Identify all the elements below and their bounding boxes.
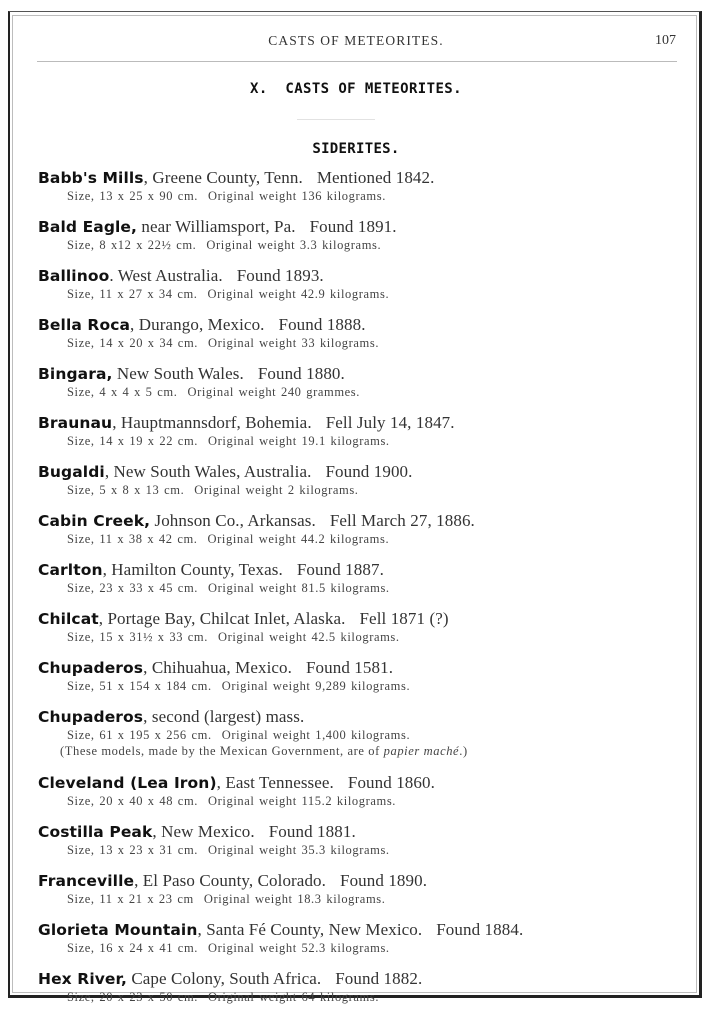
meteorite-weight: Original weight 81.5 kilograms. — [208, 581, 390, 595]
meteorite-size: Size, 11 x 38 x 42 cm. — [67, 532, 198, 546]
meteorite-weight: Original weight 240 grammes. — [187, 385, 360, 399]
meteorite-name: Chupaderos — [38, 659, 144, 677]
meteorite-list — [38, 168, 678, 1018]
entry-details — [38, 237, 678, 253]
entry-heading — [38, 413, 678, 433]
name-separator: , — [152, 822, 157, 841]
note-italic-term: papier maché — [383, 744, 460, 758]
meteorite-event: Fell March 27, 1886. — [329, 511, 475, 530]
entry-details — [38, 188, 678, 204]
name-separator: , — [143, 168, 148, 187]
entry-details — [38, 678, 678, 694]
meteorite-size: Size, 15 x 31½ x 33 cm. — [67, 630, 208, 644]
meteorite-size: Size, 5 x 8 x 13 cm. — [67, 483, 185, 497]
meteorite-entry — [38, 511, 678, 560]
meteorite-entry — [38, 266, 678, 315]
meteorite-locality: West Australia. — [113, 266, 223, 285]
meteorite-size: Size, 14 x 19 x 22 cm. — [67, 434, 198, 448]
entry-details — [38, 793, 678, 809]
meteorite-name: Franceville — [38, 872, 135, 890]
meteorite-locality: Hamilton County, Texas. — [106, 560, 283, 579]
meteorite-entry — [38, 168, 678, 217]
meteorite-entry — [38, 658, 678, 707]
meteorite-weight: Original weight 44.2 kilograms. — [207, 532, 390, 546]
meteorite-locality: Hauptmannsdorf, Bohemia. — [116, 413, 312, 432]
meteorite-event: Found 1890. — [340, 871, 428, 890]
note-text: (These models, made by the Mexican Government, are of — [60, 744, 384, 758]
meteorite-name: Braunau — [38, 414, 113, 432]
meteorite-event: Found 1882. — [335, 969, 423, 988]
entry-heading — [38, 560, 678, 580]
name-separator: , — [143, 707, 148, 726]
meteorite-event: Fell July 14, 1847. — [325, 413, 455, 432]
entry-heading — [38, 168, 678, 188]
meteorite-weight: Original weight 19.1 kilograms. — [208, 434, 390, 448]
meteorite-entry — [38, 315, 678, 364]
entry-details — [38, 989, 678, 1005]
name-separator: , — [197, 920, 202, 939]
entry-details — [38, 482, 678, 498]
entry-heading — [38, 364, 678, 384]
meteorite-entry — [38, 217, 678, 266]
meteorite-size: Size, 51 x 154 x 184 cm. — [67, 679, 212, 693]
page-number: 107 — [655, 33, 676, 48]
meteorite-locality: Cape Colony, South Africa. — [127, 969, 322, 988]
entry-heading — [38, 658, 678, 678]
entry-heading — [38, 773, 678, 793]
meteorite-event: Found 1881. — [268, 822, 356, 841]
meteorite-entry — [38, 920, 678, 969]
entry-details — [38, 580, 678, 596]
meteorite-event: Mentioned 1842. — [316, 168, 435, 187]
meteorite-weight: Original weight 42.5 kilograms. — [217, 630, 400, 644]
header-rule — [37, 61, 677, 62]
meteorite-locality: Chihuahua, Mexico. — [147, 658, 292, 677]
meteorite-weight: Original weight 18.3 kilograms. — [203, 892, 386, 906]
meteorite-size: Size, 11 x 27 x 34 cm. — [67, 287, 198, 301]
entry-heading — [38, 511, 678, 531]
meteorite-event: Found 1884. — [436, 920, 524, 939]
entry-details — [38, 286, 678, 302]
meteorite-locality: New Mexico. — [156, 822, 255, 841]
entry-details — [38, 384, 678, 400]
meteorite-event: Found 1880. — [257, 364, 345, 383]
entry-heading — [38, 609, 678, 629]
meteorite-entry — [38, 969, 678, 1018]
entry-details — [38, 842, 678, 858]
meteorite-name: Glorieta Mountain — [38, 921, 198, 939]
entry-heading — [38, 707, 678, 727]
meteorite-entry — [38, 707, 678, 773]
meteorite-name: Cabin Creek, — [38, 512, 151, 530]
name-separator: , — [102, 560, 107, 579]
meteorite-event: Found 1893. — [236, 266, 324, 285]
meteorite-weight: Original weight 35.3 kilograms. — [208, 843, 390, 857]
entry-note — [38, 743, 678, 759]
entry-heading — [38, 462, 678, 482]
name-separator: , — [216, 773, 221, 792]
meteorite-name: Chilcat — [38, 610, 99, 628]
meteorite-entry — [38, 822, 678, 871]
meteorite-size: Size, 61 x 195 x 256 cm. — [67, 728, 212, 742]
meteorite-locality: Johnson Co., Arkansas. — [150, 511, 316, 530]
meteorite-size: Size, 13 x 25 x 90 cm. — [67, 189, 198, 203]
subsection-title: SIDERITES. — [312, 141, 400, 157]
meteorite-weight: Original weight 52.3 kilograms. — [208, 941, 390, 955]
meteorite-name: Chupaderos — [38, 708, 144, 726]
meteorite-weight: Original weight 9,289 kilograms. — [221, 679, 411, 693]
meteorite-size: Size, 4 x 4 x 5 cm. — [67, 385, 178, 399]
entry-heading — [38, 822, 678, 842]
entry-details — [38, 891, 678, 907]
meteorite-event: Found 1891. — [309, 217, 397, 236]
running-head — [36, 30, 676, 52]
meteorite-size: Size, 14 x 20 x 34 cm. — [67, 336, 198, 350]
entry-heading — [38, 315, 678, 335]
meteorite-weight: Original weight 136 kilograms. — [208, 189, 386, 203]
meteorite-entry — [38, 413, 678, 462]
meteorite-event: Found 1581. — [305, 658, 394, 677]
entry-heading — [38, 871, 678, 891]
meteorite-locality: near Williamsport, Pa. — [137, 217, 296, 236]
meteorite-name: Babb's Mills — [38, 169, 144, 187]
name-separator: , — [112, 413, 117, 432]
meteorite-name: Costilla Peak — [38, 823, 153, 841]
meteorite-weight: Original weight 42.9 kilograms. — [207, 287, 390, 301]
meteorite-weight: Original weight 1,400 kilograms. — [221, 728, 411, 742]
meteorite-entry — [38, 560, 678, 609]
entry-details — [38, 433, 678, 449]
name-separator: , — [104, 462, 110, 481]
entry-details — [38, 727, 678, 743]
meteorite-name: Cleveland (Lea Iron) — [38, 774, 217, 792]
name-separator: , — [134, 871, 139, 890]
meteorite-size: Size, 16 x 24 x 41 cm. — [67, 941, 198, 955]
meteorite-size: Size, 8 x12 x 22½ cm. — [67, 238, 197, 252]
meteorite-event: Found 1888. — [278, 315, 366, 334]
meteorite-entry — [38, 462, 678, 511]
section-divider — [297, 119, 375, 120]
meteorite-size: Size, 11 x 21 x 23 cm — [67, 892, 194, 906]
meteorite-size: Size, 23 x 33 x 45 cm. — [67, 581, 198, 595]
meteorite-locality: New South Wales, Australia. — [109, 462, 312, 481]
entry-heading — [38, 969, 678, 989]
meteorite-event: Found 1900. — [325, 462, 413, 481]
name-separator: , — [98, 609, 104, 628]
name-separator: , — [130, 315, 135, 334]
name-separator: , — [143, 658, 148, 677]
meteorite-name: Bella Roca — [38, 316, 131, 334]
meteorite-weight: Original weight 115.2 kilograms. — [208, 794, 397, 808]
running-title: CASTS OF METEORITES. — [268, 33, 444, 48]
meteorite-locality: Portage Bay, Chilcat Inlet, Alaska. — [103, 609, 346, 628]
entry-heading — [38, 266, 678, 286]
meteorite-locality: Santa Fé County, New Mexico. — [201, 920, 423, 939]
meteorite-event: Fell 1871 (?) — [359, 609, 449, 628]
meteorite-locality: Greene County, Tenn. — [147, 168, 303, 187]
name-separator: . — [109, 266, 114, 285]
meteorite-weight: Original weight 2 kilograms. — [194, 483, 359, 497]
meteorite-name: Bingara, — [38, 365, 113, 383]
meteorite-name: Bald Eagle, — [38, 218, 138, 236]
meteorite-weight: Original weight 64 kilograms. — [208, 990, 380, 1004]
meteorite-name: Bugaldi — [38, 463, 105, 481]
note-text-end: .) — [459, 744, 468, 758]
meteorite-locality: New South Wales. — [112, 364, 244, 383]
meteorite-entry — [38, 609, 678, 658]
meteorite-locality: East Tennessee. — [220, 773, 334, 792]
meteorite-size: Size, 20 x 23 x 50 cm. — [67, 990, 198, 1004]
meteorite-event: Found 1887. — [296, 560, 384, 579]
meteorite-name: Hex River, — [38, 970, 127, 988]
meteorite-locality: second (largest) mass. — [147, 707, 305, 726]
meteorite-entry — [38, 364, 678, 413]
meteorite-entry — [38, 773, 678, 822]
entry-details — [38, 335, 678, 351]
meteorite-event: Found 1860. — [347, 773, 435, 792]
meteorite-size: Size, 20 x 40 x 48 cm. — [67, 794, 198, 808]
meteorite-locality: Durango, Mexico. — [134, 315, 265, 334]
meteorite-weight: Original weight 3.3 kilograms. — [206, 238, 382, 252]
section-title: X. CASTS OF METEORITES. — [250, 81, 462, 97]
meteorite-name: Ballinoo — [38, 267, 110, 285]
meteorite-name: Carlton — [38, 561, 103, 579]
meteorite-locality: El Paso County, Colorado. — [138, 871, 327, 890]
meteorite-entry — [38, 871, 678, 920]
entry-details — [38, 940, 678, 956]
meteorite-size: Size, 13 x 23 x 31 cm. — [67, 843, 198, 857]
entry-details — [38, 629, 678, 645]
meteorite-weight: Original weight 33 kilograms. — [208, 336, 380, 350]
entry-heading — [38, 920, 678, 940]
entry-heading — [38, 217, 678, 237]
entry-details — [38, 531, 678, 547]
